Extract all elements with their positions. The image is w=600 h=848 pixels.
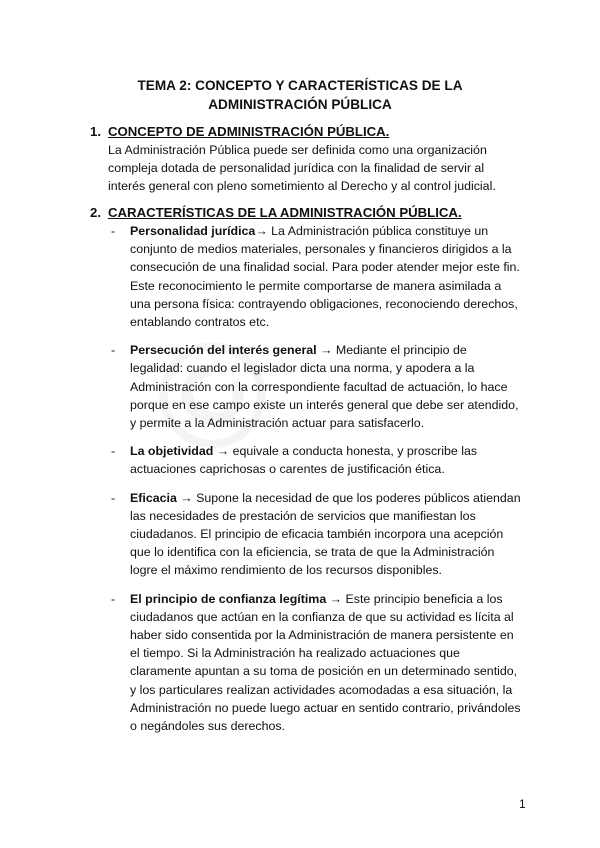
- bullet-text: → equivale a conducta honesta, y proscribe las actuaciones caprichosas o carentes de justificación ética.: [130, 444, 478, 477]
- bullet-term: Personalidad jurídica: [130, 224, 256, 238]
- bullet-term: Eficacia: [130, 490, 177, 505]
- section-heading: [90, 123, 520, 141]
- section-heading-text: CONCEPTO DE ADMINISTRACIÓN PÚBLICA.: [108, 124, 390, 139]
- bullet-text: → Mediante el principio de legalidad: cuando el legislador dicta una norma, y apodera a la Administración con la correspondiente facultad de actuación, lo hace porque en ese campo existe un interés general que debe ser atendido, y permite a la Administración actuar para satisfacerlo.: [130, 343, 519, 431]
- section-heading: [90, 204, 520, 222]
- bullet-text: → Supone la necesidad de que los poderes públicos atiendan las necesidades de prestación de servicios que manifiestan los ciudadanos. El principio de eficacia también incorpora una acepción que lo identifica con la eficiencia, se trata de que la Administración logre el máximo rendimiento de los recursos disponibles.: [130, 490, 521, 578]
- list-item: [111, 590, 522, 736]
- bullet-list: [90, 222, 520, 735]
- bullet-text: → Este principio beneficia a los ciudadanos que actúan en la confianza de que su actividad es lícita al haber sido consentida por la Administración de manera persistente en el tiempo. Si la Administración ha realizado actuaciones que claramente apuntan a su toma de posición en un determinado sentido, y los particulares realizan actividades acomodadas a esa situación, la Administración no puede luego actuar en sentido contrario, privándoles o negándoles sus derechos.: [130, 591, 521, 734]
- bullet-text: → La Administración pública constituye un conjunto de medios materiales, personales y financieros dirigidos a la consecución de una finalidad social. Para poder atender mejor este fin. Este reconocimiento le permite comportarse de manera asimilada a una persona física: contrayendo obligaciones, reconociendo derechos, entablando contratos etc.: [130, 224, 520, 330]
- section-heading-text: CARACTERÍSTICAS DE LA ADMINISTRACIÓN PÚBLICA.: [108, 205, 462, 220]
- section-caracteristicas: [90, 204, 520, 745]
- section-number: 1.: [90, 124, 101, 139]
- section-paragraph: La Administración Pública puede ser definida como una organización compleja dotada de personalidad jurídica con la finalidad de servir al interés general con pleno sometimiento al Derecho y al control judicial.: [108, 143, 496, 194]
- list-item: [111, 341, 522, 432]
- list-item: [111, 222, 522, 331]
- bullet-term: La objetividad: [130, 444, 214, 459]
- title-line-1: TEMA 2: CONCEPTO Y CARACTERÍSTICAS DE LA: [137, 78, 463, 93]
- list-item: [111, 442, 522, 478]
- list-item: [111, 489, 522, 580]
- bullet-dash: -: [111, 343, 116, 358]
- bullet-dash: -: [111, 591, 116, 606]
- page-title: [0, 76, 600, 114]
- section-number: 2.: [90, 205, 101, 220]
- bullet-dash: -: [111, 224, 116, 238]
- title-line-2: ADMINISTRACIÓN PÚBLICA: [208, 97, 392, 112]
- bullet-dash: -: [111, 444, 116, 459]
- bullet-term: El principio de confianza legítima: [130, 591, 327, 606]
- bullet-term: Persecución del interés general: [130, 343, 317, 358]
- bullet-dash: -: [111, 490, 116, 505]
- page-number: 1: [519, 797, 526, 811]
- section-concepto: [90, 123, 520, 196]
